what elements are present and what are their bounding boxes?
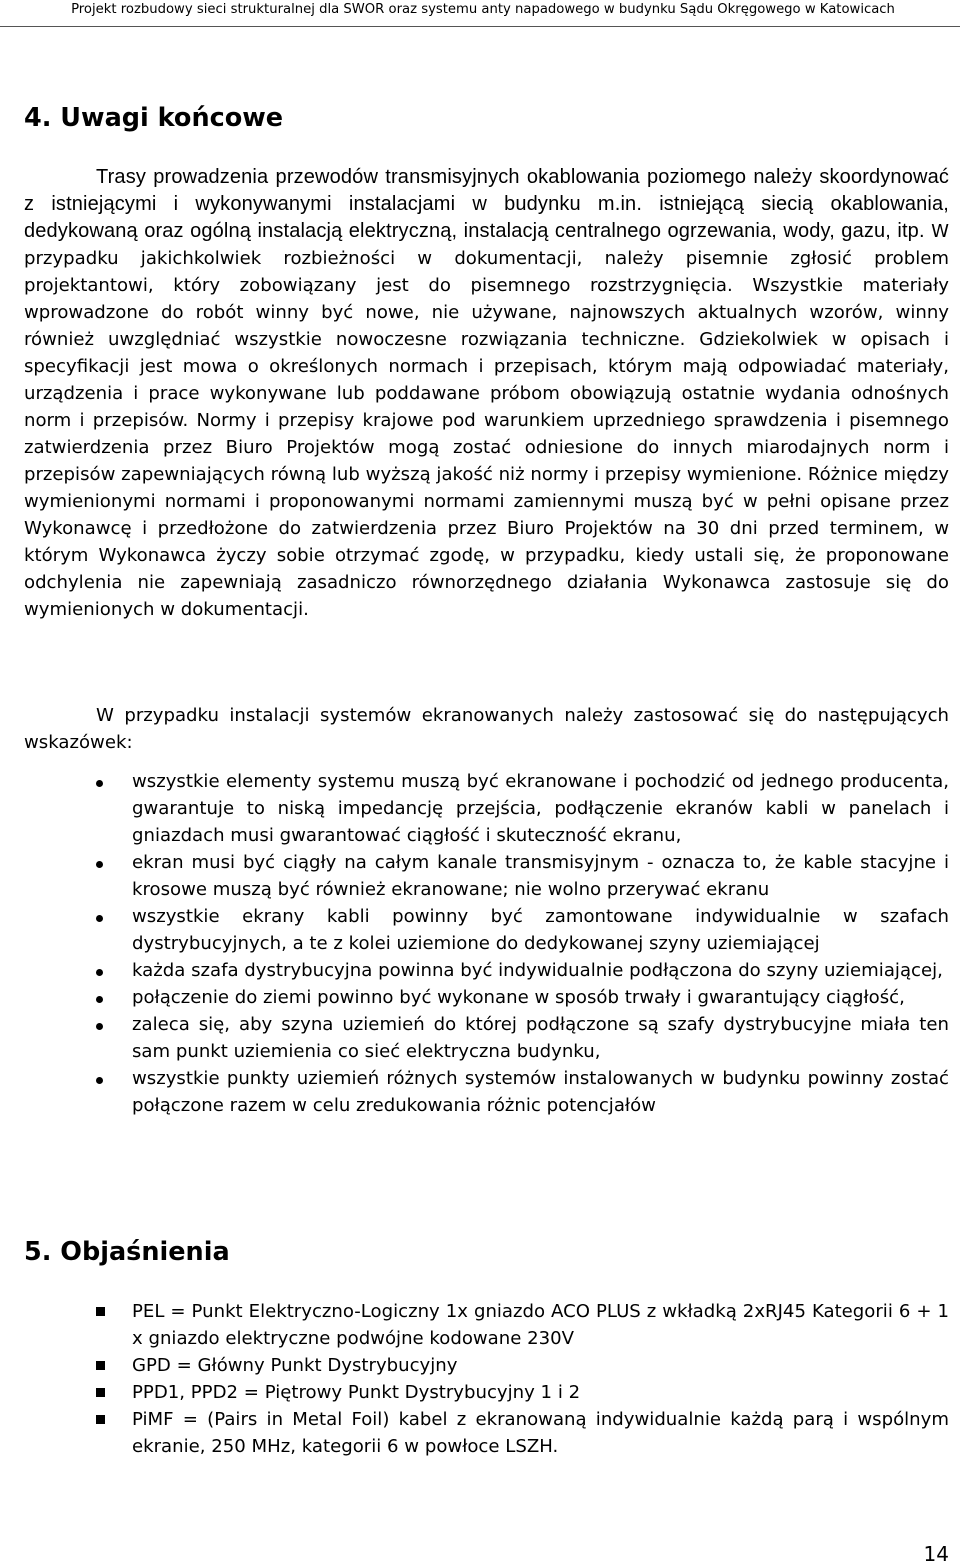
list-item [0,1379,949,1406]
list-item-text: PPD1, PPD2 = Piętrowy Punkt Dystrybucyjny 1 i 2 [132,1382,581,1403]
list-item [0,1011,949,1065]
list-item [0,1065,949,1119]
list-item [0,957,949,984]
section-4-title: 4. Uwagi końcowe [24,103,284,133]
list-item-text: ekran musi być ciągły na całym kanale transmisyjnym - oznacza to, że kable stacyjne i krosowe muszą być również ekranowane; nie wolno przerywać ekranu [132,852,949,900]
square-bullet-icon [96,1361,105,1370]
list-item-text: połączenie do ziemi powinno być wykonane w sposób trwały i gwarantujący ciągłość, [132,987,905,1008]
bullet-icon [96,1023,103,1030]
list-item [0,903,949,957]
list-item-text: GPD = Główny Punkt Dystrybucyjny [132,1355,458,1376]
bullet-icon [96,861,103,868]
running-header: Projekt rozbudowy sieci strukturalnej dla SWOR oraz systemu anty napadowego w budynku Sądu Okręgowego w Katowicach [71,2,895,17]
section-4-paragraph [24,164,949,623]
bullet-icon [96,969,103,976]
shielded-guidelines-list [0,768,949,1119]
list-item [0,849,949,903]
bullet-icon [96,915,103,922]
paragraph-remaining-text: W przypadku jakichkolwiek rozbieżności w dokumentacji, należy pisemnie zgłosić problem projektantowi, który zobowiązany jest do pisemnego rozstrzygnięcia. Wszystkie materiały wprowadzone do robót winny być nowe, nie używane, najnowszych aktualnych wzorów, winny również uwzględniać wszystkie nowoczesne rozwiązania techniczne. Gdziekolwiek w opisach i specyfikacji jest mowa o określonych normach i przepisach, którym mają odpowiadać materiały, urządzenia i prace wykonywane lub poddawane próbom obowiązują ostatnie wydania odnośnych norm i przepisów. Normy i przepisy krajowe pod warunkiem uprzedniego sprawdzenia i pisemnego zatwierdzenia przez Biuro Projektów mogą zostać odniesione do innych miarodajnych norm i przepisów zapewniających równą lub wyższą jakość niż normy i przepisy wymienione. Różnice między wymienionymi normami i proponowanymi normami zamiennymi muszą być w pełni opisane przez Wykonawcę i przedłożone do zatwierdzenia przez Biuro Projektów na 30 dni przed terminem, w którym Wykonawca życzy sobie otrzymać zgodę, w przypadku, kiedy ustali się, że proponowane odchylenia nie zapewniają zasadniczo równorzędnego działania Wykonawca zastosuje się do wymienionych w dokumentacji. [24,221,949,620]
definitions-list [0,1298,949,1460]
square-bullet-icon [96,1388,105,1397]
shielded-systems-intro: W przypadku instalacji systemów ekranowanych należy zastosować się do następujących wskazówek: [24,705,949,753]
list-item-text: każda szafa dystrybucyjna powinna być indywidualnie podłączona do szyny uziemiającej, [132,960,943,981]
list-item-text: wszystkie elementy systemu muszą być ekranowane i pochodzić od jednego producenta, gwarantuje to niską impedancję przejścia, podłączenie ekranów kabli w panelach i gniazdach musi gwarantować ciągłość i skuteczność ekranu, [132,771,949,846]
list-item [0,984,949,1011]
list-item-text: wszystkie punkty uziemień różnych systemów instalowanych w budynku powinny zostać połączone razem w celu zredukowania różnic potencjałów [132,1068,949,1116]
section-5-title: 5. Objaśnienia [24,1237,230,1267]
bullet-icon [96,1077,103,1084]
square-bullet-icon [96,1415,105,1424]
list-item [0,1352,949,1379]
bullet-icon [96,996,103,1003]
list-item [0,1406,949,1460]
list-item-text: wszystkie ekrany kabli powinny być zamontowane indywidualnie w szafach dystrybucyjnych, a te z kolei uziemione do dedykowanej szyny uziemiającej [132,906,949,954]
list-item-text: PEL = Punkt Elektryczno-Logiczny 1x gniazdo ACO PLUS z wkładką 2xRJ45 Kategorii 6 + 1 x gniazdo elektryczne podwójne kodowane 230V [132,1301,949,1349]
page-number: 14 [923,1542,949,1566]
list-item [0,1298,949,1352]
bullet-icon [96,780,103,787]
square-bullet-icon [96,1307,105,1316]
list-item [0,768,949,849]
paragraph-first-sentence: Trasy prowadzenia przewodów transmisyjnych okablowania poziomego należy skoordynować z istniejącymi i wykonywanymi instalacjami w budynku m.in. istniejącą siecią okablowania, dedykowaną oraz ogólną instalacją elektryczną, instalacją centralnego ogrzewania, wody, gazu, itp. [24,166,949,242]
list-item-text: zaleca się, aby szyna uziemień do której podłączone są szafy dystrybucyjne miała ten sam punkt uziemienia co sieć elektryczna budynku, [132,1014,949,1062]
header-divider [0,26,960,27]
list-item-text: PiMF = (Pairs in Metal Foil) kabel z ekranowaną indywidualnie każdą parą i wspólnym ekranie, 250 MHz, kategorii 6 w powłoce LSZH. [132,1409,949,1457]
